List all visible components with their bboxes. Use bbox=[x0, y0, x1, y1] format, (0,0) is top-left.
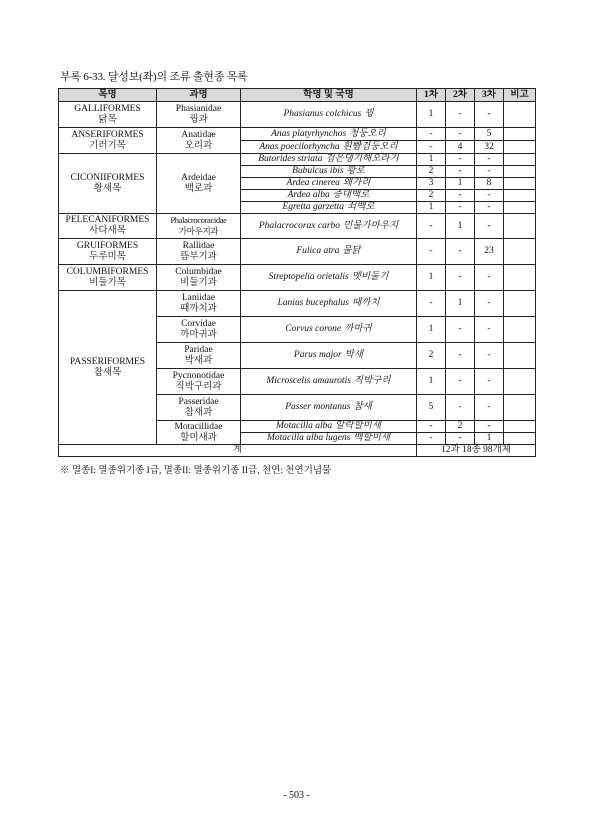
survey-1-count: 2 bbox=[417, 190, 446, 202]
species-korean-name: 물닭 bbox=[342, 246, 361, 256]
survey-1-count: 1 bbox=[417, 369, 446, 395]
remark-cell bbox=[504, 202, 536, 214]
species-cell bbox=[241, 265, 417, 291]
species-korean-name: 직박구리 bbox=[353, 376, 391, 386]
order-latin: GRUIFORMES bbox=[76, 240, 139, 251]
total-row bbox=[59, 445, 536, 457]
survey-2-count: 4 bbox=[446, 141, 475, 154]
header-family: 과명 bbox=[157, 89, 241, 102]
order-korean: 닭목 bbox=[98, 114, 117, 125]
survey-2-count: 1 bbox=[446, 291, 475, 317]
survey-1-count: 1 bbox=[417, 265, 446, 291]
family-latin: Passeridae bbox=[178, 396, 219, 407]
species-korean-name: 박새 bbox=[344, 350, 364, 360]
family-cell bbox=[157, 265, 241, 291]
family-latin: Phasianidae bbox=[175, 103, 222, 114]
family-cell bbox=[157, 291, 241, 317]
family-korean: 할미새과 bbox=[180, 432, 217, 443]
order-cell bbox=[59, 291, 157, 445]
order-cell bbox=[59, 128, 157, 154]
survey-3-count: - bbox=[475, 102, 504, 128]
species-cell bbox=[241, 395, 417, 421]
species-scientific-name: Streptopelia orietalis bbox=[268, 272, 349, 282]
survey-3-count: 5 bbox=[475, 128, 504, 141]
survey-2-count: - bbox=[446, 369, 475, 395]
species-cell bbox=[241, 433, 417, 445]
survey-2-count: - bbox=[446, 102, 475, 128]
footnote: ※ 멸종I: 멸종위기종 I급, 멸종II: 멸종위기종 II급, 천연: 천연기념물 bbox=[60, 466, 332, 476]
species-scientific-name: Phalacrocorax carbo bbox=[258, 220, 341, 231]
family-latin: Pycnonotidae bbox=[172, 370, 225, 381]
species-scientific-name: Motacilla alba bbox=[275, 421, 333, 431]
survey-2-count: - bbox=[446, 166, 475, 178]
survey-2-count: - bbox=[446, 202, 475, 214]
remark-cell bbox=[504, 239, 536, 265]
order-cell bbox=[59, 265, 157, 291]
survey-1-count: 2 bbox=[417, 343, 446, 369]
species-scientific-name: Lanius bucephalus bbox=[277, 298, 349, 308]
species-korean-name: 멧비둘기 bbox=[351, 272, 389, 282]
family-korean: 가마우지과 bbox=[178, 226, 219, 236]
order-korean: 사다새목 bbox=[89, 226, 126, 236]
family-korean: 백로과 bbox=[184, 183, 213, 194]
survey-1-count: 2 bbox=[417, 166, 446, 178]
species-korean-name: 쇠백로 bbox=[347, 202, 375, 212]
family-cell bbox=[157, 421, 241, 445]
family-korean: 꿩과 bbox=[189, 114, 208, 125]
family-latin: Rallidae bbox=[182, 240, 215, 251]
header-survey-2: 2차 bbox=[446, 89, 475, 102]
order-latin: ANSERIFORMES bbox=[71, 129, 144, 140]
species-cell bbox=[241, 317, 417, 343]
species-cell bbox=[241, 291, 417, 317]
header-species: 학명 및 국명 bbox=[241, 89, 417, 102]
survey-3-count: 23 bbox=[475, 239, 504, 265]
order-latin: CICONIIFORMES bbox=[70, 172, 145, 183]
remark-cell bbox=[504, 166, 536, 178]
order-cell bbox=[59, 154, 157, 214]
survey-1-count: 5 bbox=[417, 395, 446, 421]
survey-1-count: 1 bbox=[417, 317, 446, 343]
family-korean: 오리과 bbox=[184, 140, 213, 151]
survey-1-count: - bbox=[417, 239, 446, 265]
family-latin: Columbidae bbox=[175, 266, 222, 277]
total-value: 12과 18종 98개체 bbox=[417, 445, 536, 457]
species-korean-name: 황로 bbox=[346, 166, 365, 176]
family-latin: Laniidae bbox=[181, 292, 216, 303]
table-header-row bbox=[59, 89, 536, 102]
species-scientific-name: Fulica atra bbox=[296, 246, 340, 256]
order-korean: 비둘기목 bbox=[89, 277, 126, 288]
remark-cell bbox=[504, 102, 536, 128]
species-cell bbox=[241, 202, 417, 214]
order-latin: PASSERIFORMES bbox=[69, 356, 146, 367]
survey-1-count: 1 bbox=[417, 202, 446, 214]
family-latin: Ardeidae bbox=[181, 172, 216, 183]
species-cell bbox=[241, 141, 417, 154]
total-label: 계 bbox=[59, 445, 417, 457]
survey-3-count: 1 bbox=[475, 433, 504, 445]
species-scientific-name: Butorides striata bbox=[258, 154, 323, 164]
survey-1-count: 1 bbox=[417, 102, 446, 128]
family-korean: 직박구리과 bbox=[175, 381, 222, 392]
order-korean: 기러기목 bbox=[89, 140, 126, 151]
order-latin: PELECANIFORMES bbox=[65, 215, 150, 225]
family-cell bbox=[157, 317, 241, 343]
table-row bbox=[59, 154, 536, 166]
remark-cell bbox=[504, 214, 536, 239]
survey-1-count: - bbox=[417, 128, 446, 141]
family-korean: 까마귀과 bbox=[180, 329, 217, 340]
species-korean-name: 청둥오리 bbox=[349, 128, 386, 139]
order-korean: 황새목 bbox=[93, 183, 122, 194]
species-scientific-name: Corvus corone bbox=[285, 324, 342, 334]
species-korean-name: 꿩 bbox=[364, 109, 374, 119]
header-remark: 비고 bbox=[504, 89, 536, 102]
species-korean-name: 때까치 bbox=[351, 298, 380, 308]
species-cell bbox=[241, 421, 417, 433]
family-cell bbox=[157, 154, 241, 214]
remark-cell bbox=[504, 395, 536, 421]
species-cell bbox=[241, 214, 417, 239]
family-korean: 때까치과 bbox=[180, 303, 217, 314]
family-korean: 참새과 bbox=[184, 407, 213, 418]
order-cell bbox=[59, 239, 157, 265]
species-cell bbox=[241, 190, 417, 202]
family-cell bbox=[157, 343, 241, 369]
survey-1-count: - bbox=[417, 433, 446, 445]
survey-2-count: 1 bbox=[446, 214, 475, 239]
survey-1-count: 3 bbox=[417, 178, 446, 190]
survey-2-count: - bbox=[446, 190, 475, 202]
remark-cell bbox=[504, 317, 536, 343]
species-scientific-name: Passer montanus bbox=[285, 402, 351, 412]
survey-2-count: 2 bbox=[446, 421, 475, 433]
species-scientific-name: Microscelis amaurotis bbox=[266, 376, 351, 386]
remark-cell bbox=[504, 154, 536, 166]
remark-cell bbox=[504, 433, 536, 445]
survey-2-count: - bbox=[446, 317, 475, 343]
survey-3-count: - bbox=[475, 395, 504, 421]
remark-cell bbox=[504, 141, 536, 154]
family-latin: Phalacrocoracidae bbox=[170, 215, 227, 225]
family-latin: Corvidae bbox=[181, 318, 216, 329]
survey-3-count: - bbox=[475, 343, 504, 369]
species-korean-name: 백할미새 bbox=[353, 433, 391, 443]
species-korean-name: 검은댕기해오라기 bbox=[325, 154, 399, 164]
bird-species-table bbox=[58, 88, 536, 457]
survey-2-count: - bbox=[446, 239, 475, 265]
table-caption: 부록 6-33. 달성보(좌)의 조류 출현종 목록 bbox=[60, 71, 248, 83]
species-scientific-name: Parus major bbox=[293, 350, 342, 360]
species-korean-name: 참새 bbox=[353, 402, 372, 412]
survey-3-count: - bbox=[475, 317, 504, 343]
family-korean: 박새과 bbox=[184, 355, 213, 366]
species-korean-name: 알락할미새 bbox=[335, 421, 382, 431]
survey-2-count: - bbox=[446, 154, 475, 166]
remark-cell bbox=[504, 265, 536, 291]
survey-3-count: - bbox=[475, 202, 504, 214]
family-latin: Anatidae bbox=[181, 129, 216, 140]
species-scientific-name: Ardea cinerea bbox=[286, 178, 340, 188]
species-korean-name: 흰뺨검둥오리 bbox=[342, 141, 398, 152]
survey-3-count: - bbox=[475, 369, 504, 395]
survey-3-count: - bbox=[475, 166, 504, 178]
survey-3-count: - bbox=[475, 421, 504, 433]
family-korean: 비둘기과 bbox=[180, 277, 217, 288]
species-scientific-name: Anas platyrhynchos bbox=[271, 128, 347, 139]
remark-cell bbox=[504, 369, 536, 395]
family-cell bbox=[157, 369, 241, 395]
species-cell bbox=[241, 369, 417, 395]
survey-1-count: - bbox=[417, 291, 446, 317]
order-latin: GALLIFORMES bbox=[74, 103, 141, 114]
species-korean-name: 중대백로 bbox=[332, 190, 370, 200]
species-cell bbox=[241, 128, 417, 141]
species-cell bbox=[241, 178, 417, 190]
survey-1-count: 1 bbox=[417, 154, 446, 166]
order-cell bbox=[59, 214, 157, 239]
survey-3-count: 8 bbox=[475, 178, 504, 190]
order-latin: COLUMBIFORMES bbox=[66, 266, 149, 277]
table-row bbox=[59, 214, 536, 239]
order-cell bbox=[59, 102, 157, 128]
species-scientific-name: Bubulcus ibis bbox=[292, 166, 344, 176]
species-cell bbox=[241, 166, 417, 178]
remark-cell bbox=[504, 291, 536, 317]
family-cell bbox=[157, 239, 241, 265]
table-row bbox=[59, 239, 536, 265]
header-order: 목명 bbox=[59, 89, 157, 102]
survey-1-count: - bbox=[417, 141, 446, 154]
survey-2-count: - bbox=[446, 343, 475, 369]
survey-3-count: - bbox=[475, 291, 504, 317]
header-survey-3: 3차 bbox=[475, 89, 504, 102]
species-korean-name: 민물가마우지 bbox=[343, 220, 399, 231]
remark-cell bbox=[504, 343, 536, 369]
remark-cell bbox=[504, 128, 536, 141]
survey-3-count: - bbox=[475, 265, 504, 291]
survey-2-count: - bbox=[446, 265, 475, 291]
header-survey-1: 1차 bbox=[417, 89, 446, 102]
survey-2-count: - bbox=[446, 433, 475, 445]
table-row bbox=[59, 291, 536, 317]
order-korean: 참새목 bbox=[93, 367, 122, 378]
remark-cell bbox=[504, 178, 536, 190]
remark-cell bbox=[504, 421, 536, 433]
order-korean: 두루미목 bbox=[89, 251, 126, 262]
species-korean-name: 왜가리 bbox=[342, 178, 371, 188]
table-row bbox=[59, 102, 536, 128]
survey-1-count: - bbox=[417, 214, 446, 239]
species-scientific-name: Egretta garzetta bbox=[282, 202, 345, 212]
family-latin: Paridae bbox=[184, 344, 213, 355]
survey-1-count: - bbox=[417, 421, 446, 433]
survey-3-count: - bbox=[475, 154, 504, 166]
family-cell bbox=[157, 102, 241, 128]
family-korean: 뜸부기과 bbox=[180, 251, 217, 262]
table-row bbox=[59, 128, 536, 141]
survey-2-count: - bbox=[446, 395, 475, 421]
remark-cell bbox=[504, 190, 536, 202]
survey-3-count: - bbox=[475, 190, 504, 202]
species-scientific-name: Phasianus colchicus bbox=[283, 109, 362, 119]
survey-3-count: 32 bbox=[475, 141, 504, 154]
species-cell bbox=[241, 154, 417, 166]
table-row bbox=[59, 265, 536, 291]
family-latin: Motacillidae bbox=[174, 421, 223, 432]
family-cell bbox=[157, 214, 241, 239]
species-korean-name: 까마귀 bbox=[344, 324, 372, 334]
species-cell bbox=[241, 239, 417, 265]
species-scientific-name: Anas poecilorhyncha bbox=[259, 141, 340, 152]
survey-2-count: 1 bbox=[446, 178, 475, 190]
page-number: - 503 - bbox=[283, 790, 310, 801]
survey-2-count: - bbox=[446, 128, 475, 141]
survey-3-count: - bbox=[475, 214, 504, 239]
species-scientific-name: Ardea alba bbox=[287, 190, 330, 200]
family-cell bbox=[157, 395, 241, 421]
species-cell bbox=[241, 102, 417, 128]
species-cell bbox=[241, 343, 417, 369]
species-scientific-name: Motacilla alba lugens bbox=[266, 433, 351, 443]
family-cell bbox=[157, 128, 241, 154]
